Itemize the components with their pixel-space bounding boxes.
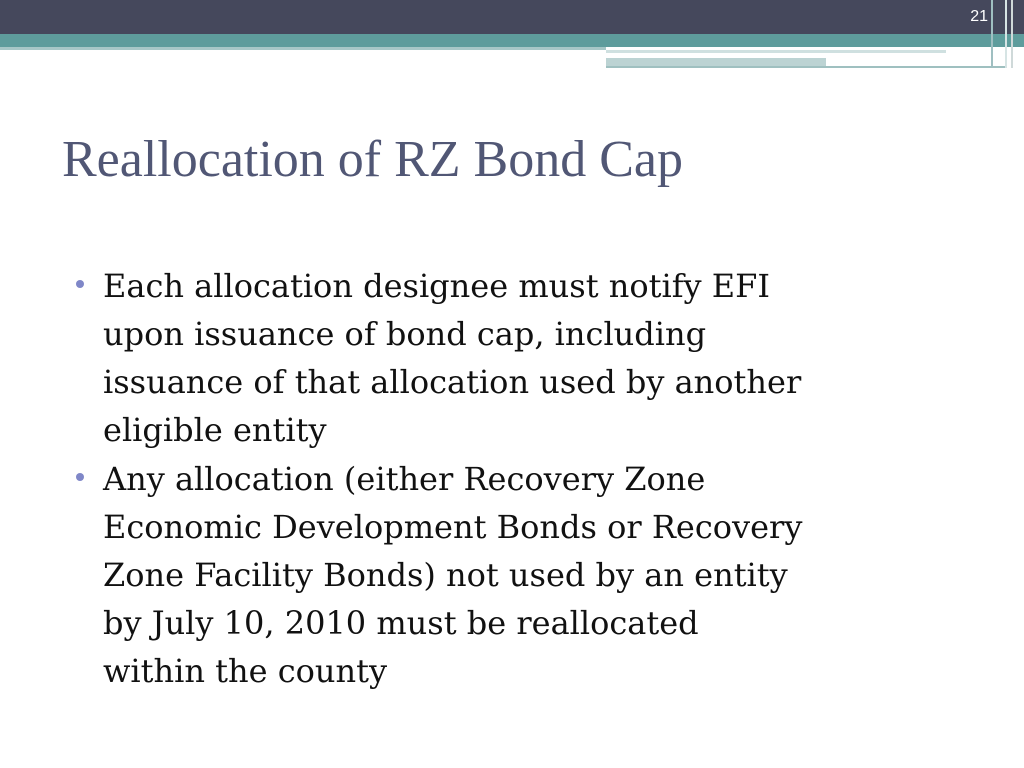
bullet-line: within the county: [103, 652, 388, 690]
bullet-icon: [76, 280, 84, 288]
header-accent-line: [606, 58, 826, 66]
bullet-line: Each allocation designee must notify EFI: [103, 267, 770, 305]
bullet-item: [76, 455, 976, 695]
bullet-line: eligible entity: [103, 411, 327, 449]
header-band-teal: [0, 34, 1024, 47]
header-vertical-bar: [991, 0, 993, 68]
header-vertical-bar: [1005, 0, 1007, 68]
header-accent-line: [606, 50, 946, 53]
bullet-line: by July 10, 2010 must be reallocated: [103, 604, 699, 642]
bullet-icon: [76, 473, 84, 481]
bullet-line: issuance of that allocation used by another: [103, 363, 802, 401]
bullet-list: [76, 262, 976, 696]
slide-number: 21: [970, 8, 988, 25]
header-band-accent: [0, 47, 606, 50]
bullet-line: Any allocation (either Recovery Zone: [103, 460, 706, 498]
header-vertical-bar: [1011, 0, 1013, 68]
header-accent-line: [606, 66, 1006, 68]
bullet-item: [76, 262, 976, 454]
slide-title: Reallocation of RZ Bond Cap: [62, 131, 684, 188]
bullet-line: Economic Development Bonds or Recovery: [103, 508, 803, 546]
bullet-line: Zone Facility Bonds) not used by an entity: [103, 556, 788, 594]
bullet-line: upon issuance of bond cap, including: [103, 315, 707, 353]
header-band-dark: [0, 0, 1024, 34]
